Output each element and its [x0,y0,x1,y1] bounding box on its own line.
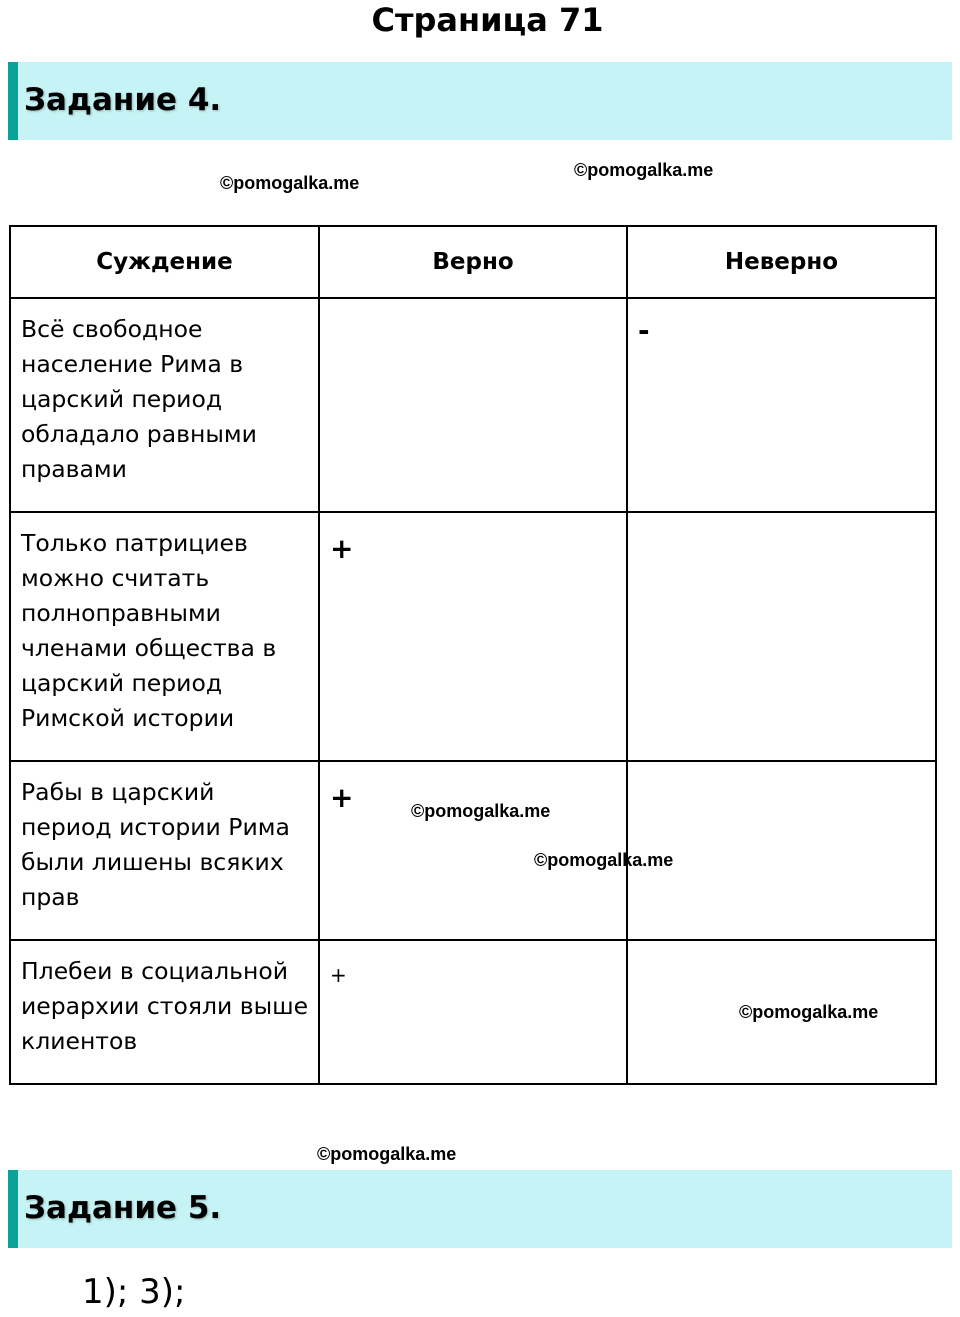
false-mark-cell [628,513,935,525]
true-mark-cell: + [330,781,354,814]
table-row [10,761,936,940]
column-header-false: Неверно [627,226,936,298]
page-title: Страница 71 [371,1,604,39]
task-4-title: Задание 4. [24,82,222,118]
statement-cell: Рабы в царский период истории Рима были лишены всяких прав [21,778,290,911]
statement-cell: Плебеи в социальной иерархии стояли выше клиентов [21,957,309,1055]
true-mark-cell: + [330,532,354,565]
watermark: ©pomogalka.me [574,160,714,180]
column-header-judgement: Суждение [10,226,319,298]
statement-cell: Только патрициев можно считать полноправными членами общества в царский период Римской истории [21,529,277,732]
table-header-row [10,226,936,298]
table-row [10,298,936,512]
false-mark-cell [628,941,935,953]
watermark: ©pomogalka.me [534,850,674,870]
task-4-header [8,62,952,140]
judgement-table [9,225,937,1085]
watermark: ©pomogalka.me [220,173,360,193]
watermark: ©pomogalka.me [411,801,551,821]
statement-cell: Всё свободное население Рима в царский период обладало равными правами [21,315,257,483]
table-row [10,512,936,761]
watermark: ©pomogalka.me [739,1002,879,1022]
task-5-answer: 1); 3); [82,1272,186,1312]
true-mark-cell [320,299,626,311]
task-5-title: Задание 5. [24,1190,222,1226]
watermark: ©pomogalka.me [317,1144,457,1164]
false-mark-cell: - [638,314,650,347]
column-header-true: Верно [319,226,627,298]
true-mark-cell: + [330,963,347,987]
task-5-header [8,1170,952,1248]
false-mark-cell [628,762,935,774]
